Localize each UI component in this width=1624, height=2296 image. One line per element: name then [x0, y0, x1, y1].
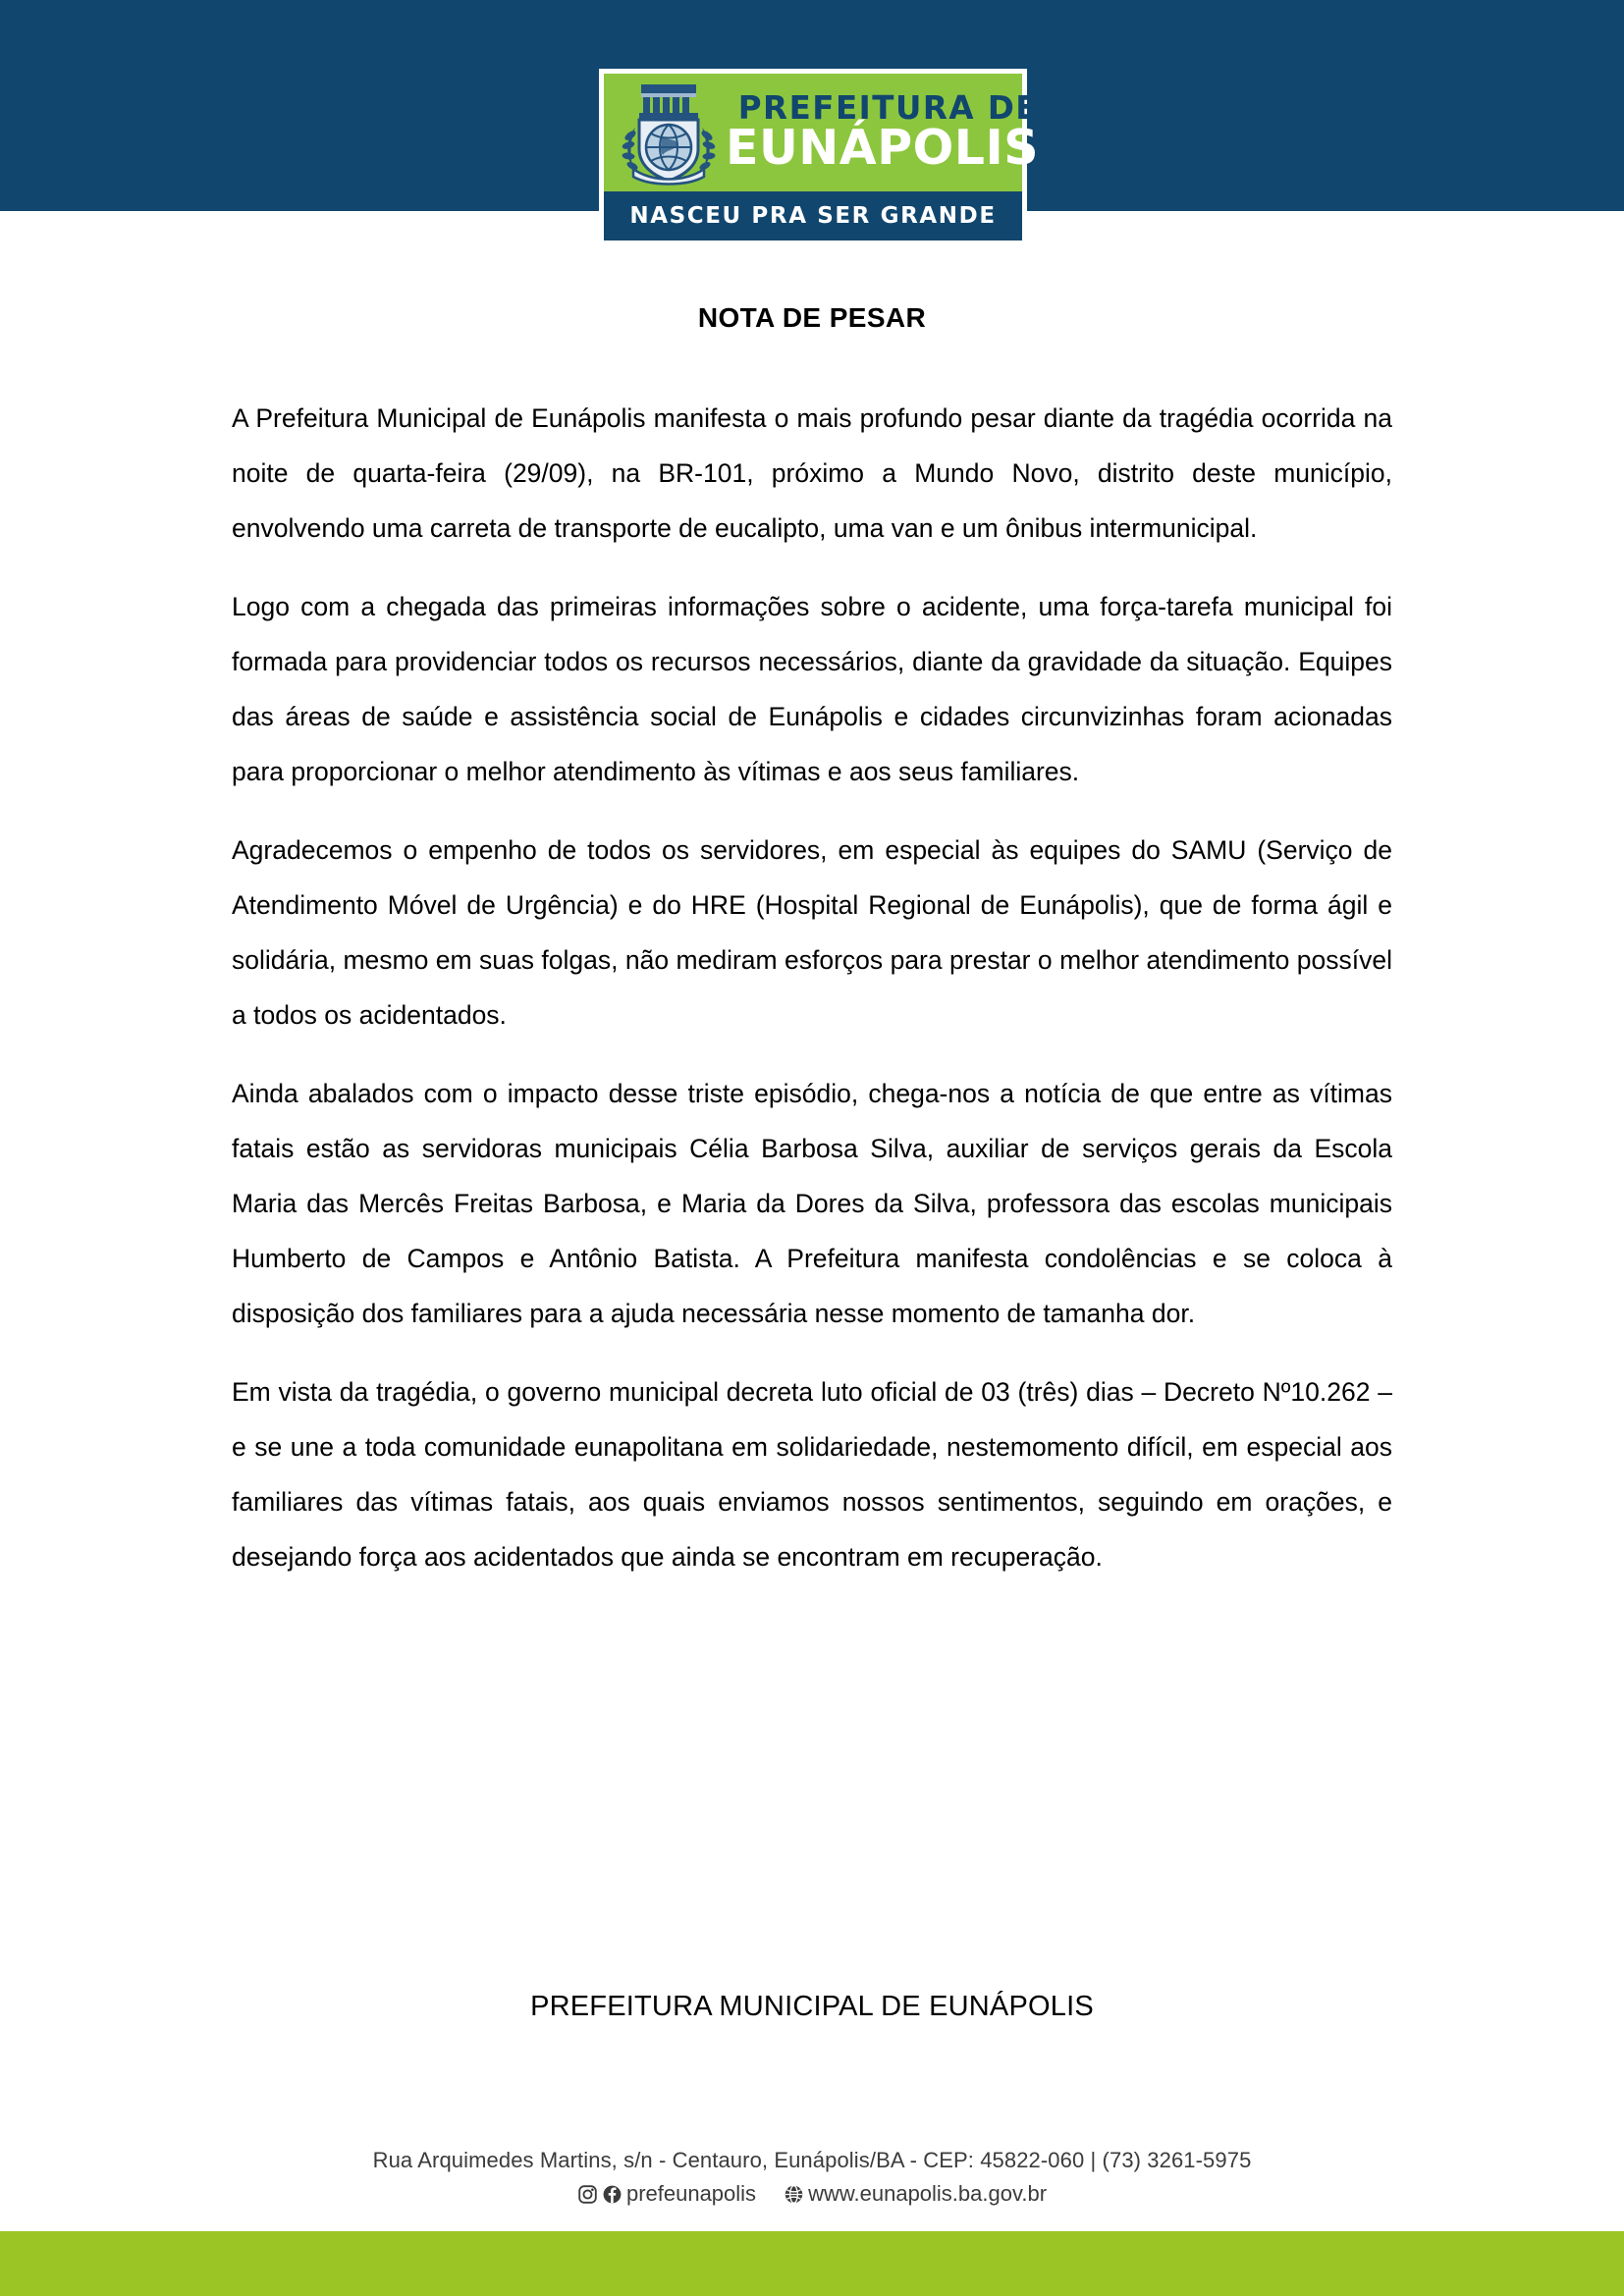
instagram-icon [577, 2184, 598, 2205]
globe-icon [784, 2184, 804, 2205]
logo-line-eunapolis: EUNÁPOLIS [726, 120, 1040, 177]
paragraph-3: Agradecemos o empenho de todos os servidores, em especial às equipes do SAMU (Serviço de Atendimento Móvel de Urgência) e do HRE (Hospital Regional de Eunápolis), que de forma ágil e solidária, mesmo em suas folgas, não mediram esforços para prestar o melhor atendimento possível a todos os acidentados. [232, 835, 1392, 1030]
footer-contact [0, 2144, 1624, 2211]
facebook-icon [602, 2184, 623, 2205]
social-handle-text: prefeunapolis [625, 2181, 757, 2206]
eunapolis-coat-of-arms-icon [618, 79, 720, 187]
footer-green-bar [0, 2231, 1624, 2296]
signature-line: PREFEITURA MUNICIPAL DE EUNÁPOLIS [530, 1991, 1094, 2022]
logo-green-panel [604, 74, 1040, 191]
logo-wordmark [720, 88, 1045, 177]
logo-line-prefeitura: PREFEITURA DE [737, 88, 1040, 127]
social-handle-group[interactable] [577, 2177, 756, 2211]
paragraph-4: Ainda abalados com o impacto desse triste episódio, chega-nos a notícia de que entre as vítimas fatais estão as servidoras municipais Célia Barbosa Silva, auxiliar de serviços gerais da Escola Maria das Mercês Freitas Barbosa, e Maria da Dores da Silva, professora das escolas municipais Humberto de Campos e Antônio Batista. A Prefeitura manifesta condolências e se coloca à disposição dos familiares para a ajuda necessária nesse momento de tamanha dor. [232, 1079, 1392, 1328]
footer-social-row [0, 2177, 1624, 2211]
logo-tagline-panel [604, 191, 1022, 240]
footer-address: Rua Arquimedes Martins, s/n - Centauro, Eunápolis/BA - CEP: 45822-060 | (73) 3261-5975 [372, 2148, 1252, 2172]
paragraph-5: Em vista da tragédia, o governo municipal decreta luto oficial de 03 (três) dias – Decreto Nº10.262 – e se une a toda comunidade eunapolitana em solidariedade, nestemomento difícil, em especial aos familiares das vítimas fatais, aos quais enviamos nossos sentimentos, seguindo em orações, e desejando força aos acidentados que ainda se encontram em recuperação. [232, 1377, 1392, 1572]
website-group[interactable] [784, 2177, 1047, 2211]
paragraph-2: Logo com a chegada das primeiras informações sobre o acidente, uma força-tarefa municipal foi formada para providenciar todos os recursos necessários, diante da gravidade da situação. Equipes das áreas de saúde e assistência social de Eunápolis e cidades circunvizinhas foram acionadas para proporcionar o melhor atendimento às vítimas e aos seus familiares. [232, 592, 1392, 786]
document-body [232, 391, 1392, 1584]
website-text: www.eunapolis.ba.gov.br [808, 2181, 1048, 2206]
page-title: NOTA DE PESAR [697, 302, 927, 333]
paragraph-1: A Prefeitura Municipal de Eunápolis manifesta o mais profundo pesar diante da tragédia ocorrida na noite de quarta-feira (29/09), na BR-101, próximo a Mundo Novo, distrito deste município, envolvendo uma carreta de transporte de eucalipto, uma van e um ônibus intermunicipal. [232, 403, 1392, 543]
prefeitura-logo [599, 69, 1040, 245]
logo-tagline: NASCEU PRA SER GRANDE [629, 202, 997, 229]
